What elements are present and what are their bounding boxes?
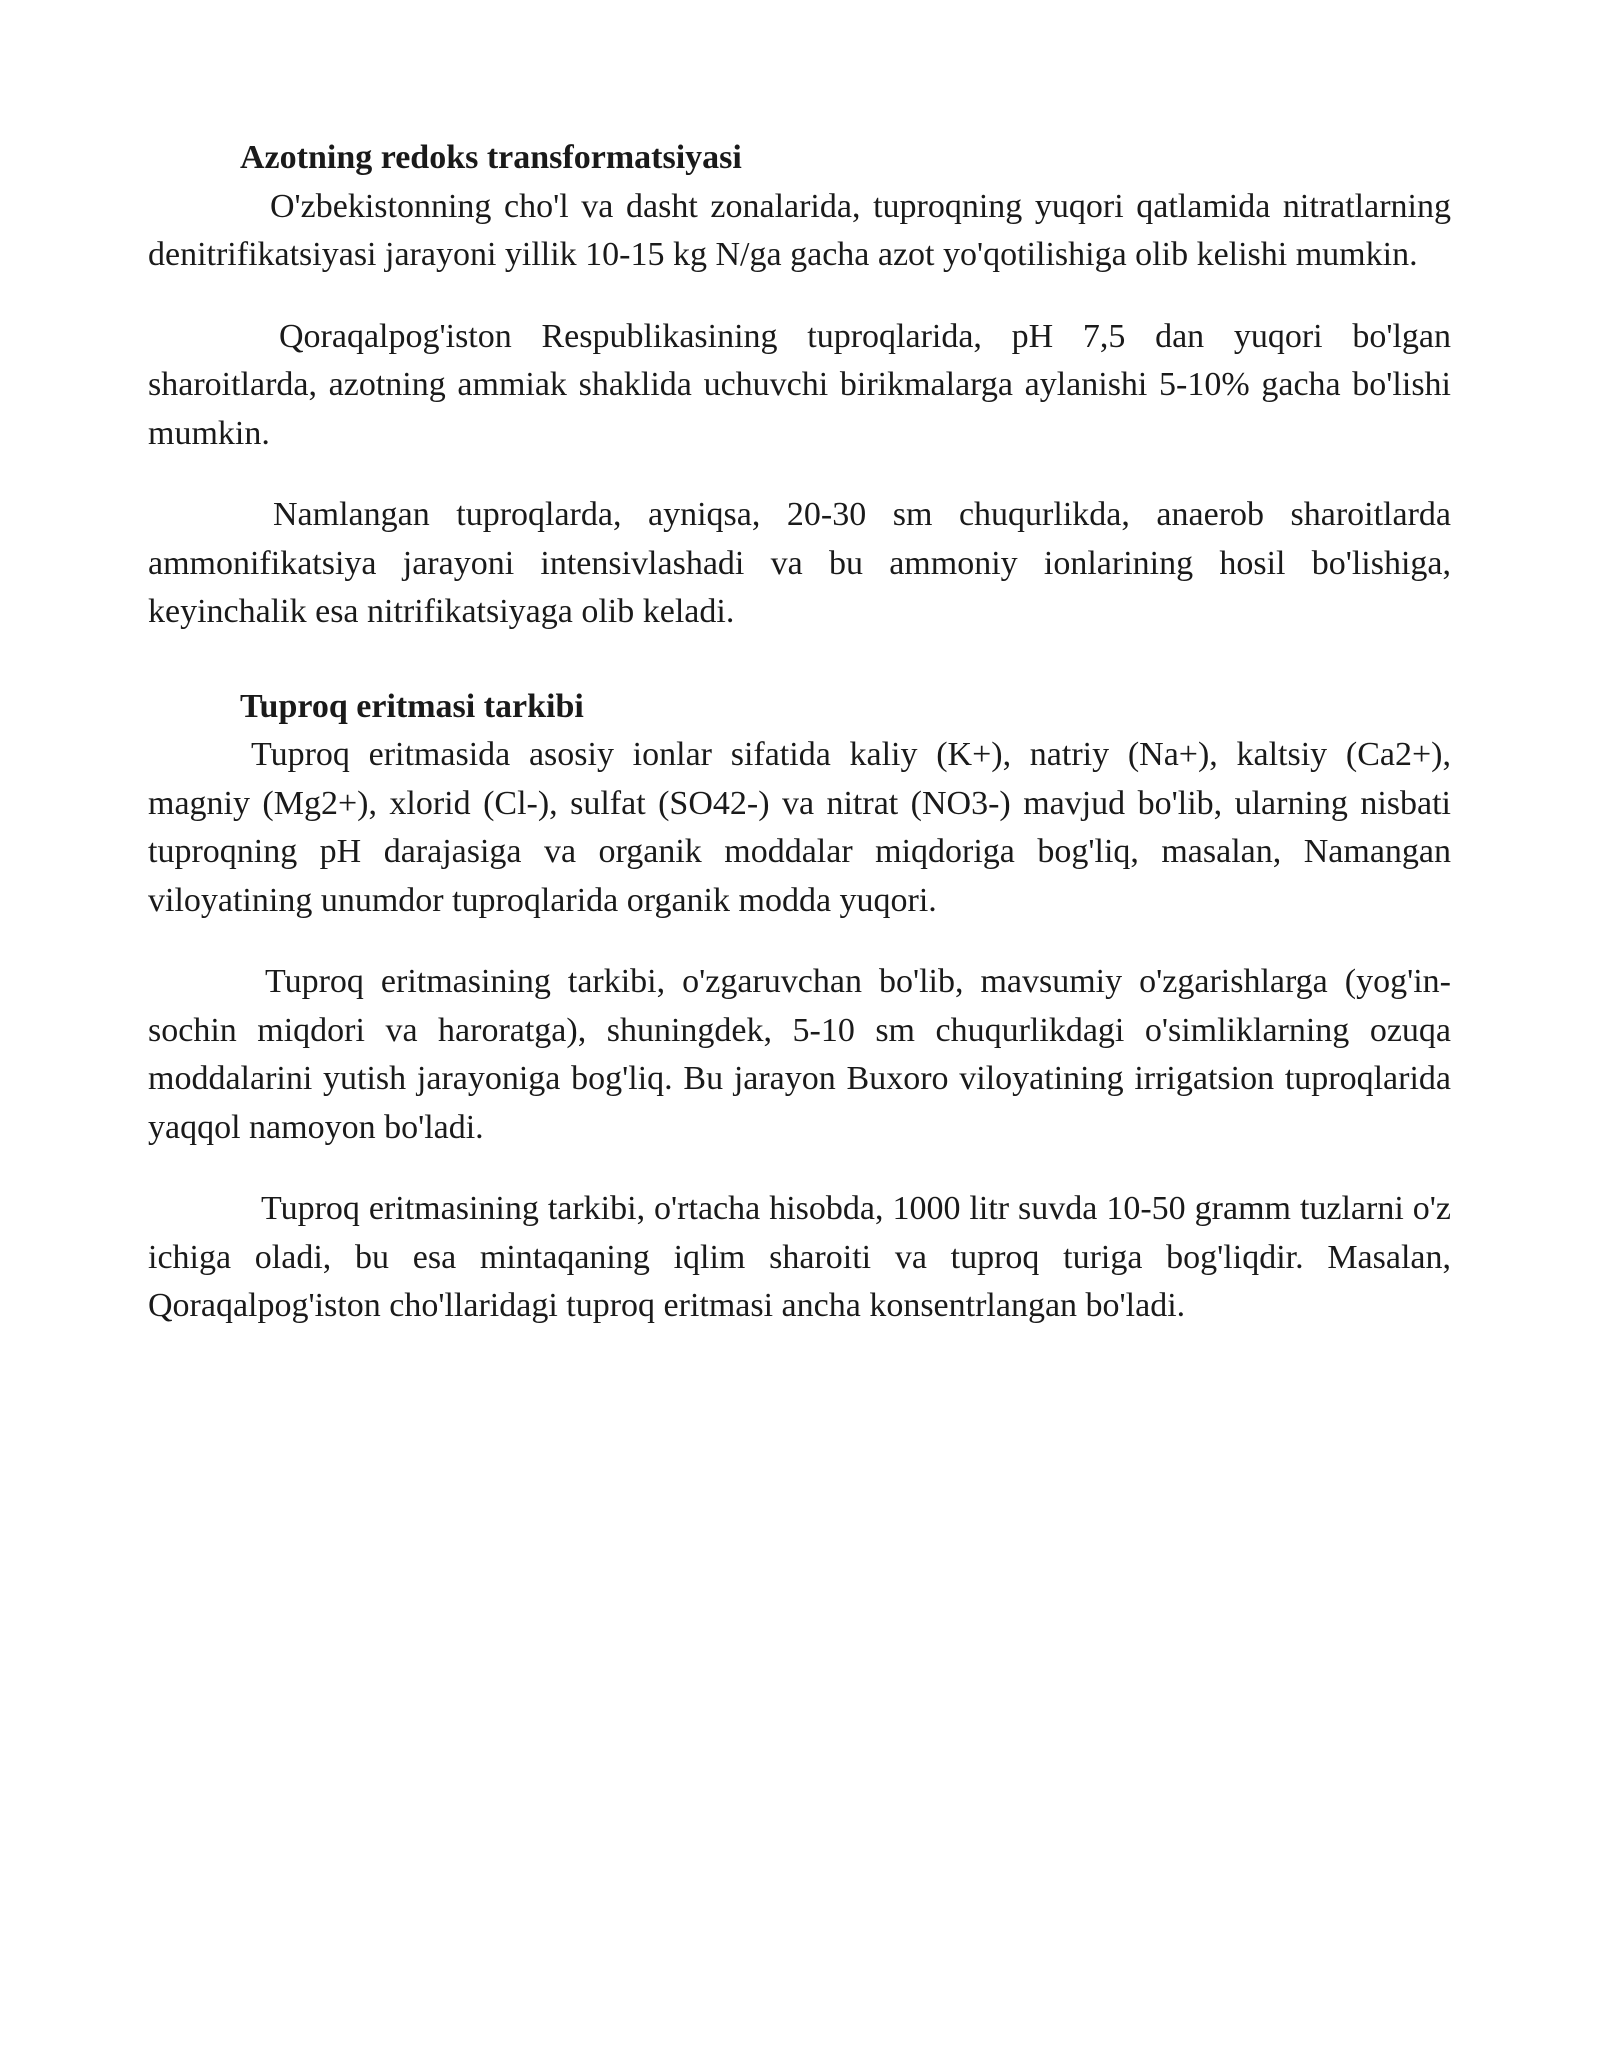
paragraph-soil-solution-variability: Tuproq eritmasining tarkibi, o'zgaruvchan bo'lib, mavsumiy o'zgarishlarga (yog'in-sochin miqdori va haroratga), shuningdek, 5-10 sm chuqurlikdagi o'simliklarning ozuqa moddalarini yutish jarayoniga bog'liq. Bu jarayon Buxoro viloyatining irrigatsion tuproqlarida yaqqol namoyon bo'ladi. <box>148 963 1451 1146</box>
paragraph-ammonia-volatilization: Qoraqalpog'iston Respublikasining tuproqlarida, pH 7,5 dan yuqori bo'lgan sharoitlarda, azotning ammiak shaklida uchuvchi birikmalarga aylanishi 5-10% gacha bo'lishi mumkin. <box>148 317 1451 452</box>
section-heading-soil-solution: Tuproq eritmasi tarkibi <box>240 687 584 725</box>
paragraph-ammonification: Namlangan tuproqlarda, ayniqsa, 20-30 sm chuqurlikda, anaerob sharoitlarda ammonifikatsiya jarayoni intensivlashadi va bu ammoniy ionlarining hosil bo'lishiga, keyinchalik esa nitrifikatsiyaga olib keladi. <box>148 496 1451 630</box>
paragraph-soil-solution-ions: Tuproq eritmasida asosiy ionlar sifatida kaliy (K+), natriy (Na+), kaltsiy (Ca2+), magniy (Mg2+), xlorid (Cl-), sulfat (SO42-) va nitrat (NO3-) mavjud bo'lib, ularning nisbati tuproqning pH darajasiga va organik moddalar miqdoriga bog'liq, masalan, Namangan viloyatining unumdor tuproqlarida organik modda yuqori. <box>148 736 1451 919</box>
document-body <box>148 134 1451 1331</box>
section-heading-nitrogen-redox: Azotning redoks transformatsiyasi <box>240 139 742 176</box>
paragraph-soil-solution-salts: Tuproq eritmasining tarkibi, o'rtacha hisobda, 1000 litr suvda 10-50 gramm tuzlarni o'z ichiga oladi, bu esa mintaqaning iqlim sharoiti va tuproq turiga bog'liqdir. Masalan, Qoraqalpog'iston cho'llaridagi tuproq eritmasi ancha konsentrlangan bo'ladi. <box>148 1190 1451 1324</box>
paragraph-denitrification: O'zbekistonning cho'l va dasht zonalarida, tuproqning yuqori qatlamida nitratlarning denitrifikatsiyasi jarayoni yillik 10-15 kg N/ga gacha azot yo'qotilishiga olib kelishi mumkin. <box>148 187 1451 273</box>
